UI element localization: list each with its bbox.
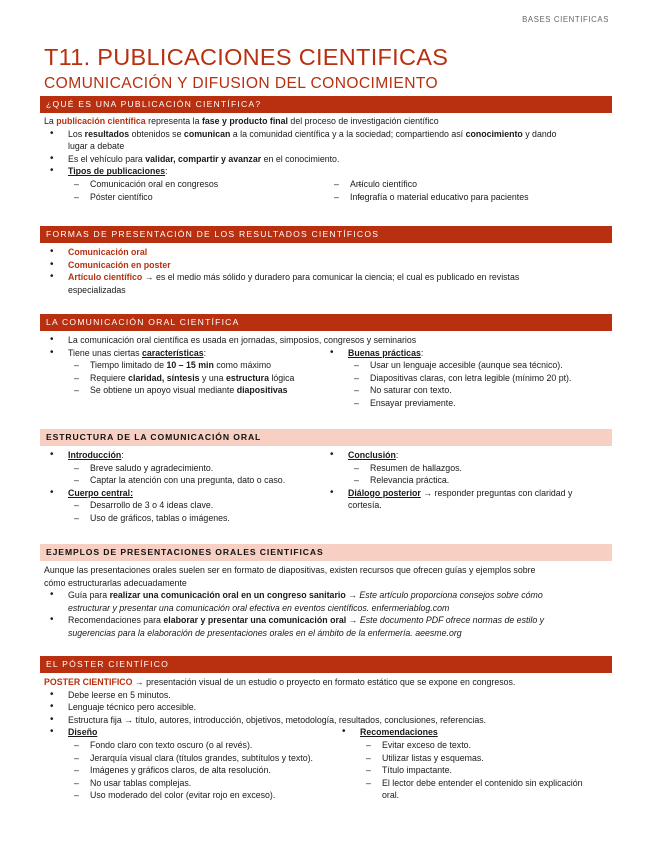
list-item: • Los resultados obtenidos se comunican a la comunidad científica y a la sociedad; compartiendo así conocimiento y dando — [44, 128, 612, 141]
sub-item: – – Artículo científico — [328, 178, 529, 191]
sub-item: – El lector debe entender el contenido sin explicación — [336, 777, 583, 790]
sub-item: – Resumen de hallazgos. — [324, 462, 572, 475]
sub-item: – Se obtiene un apoyo visual mediante diapositivas — [44, 384, 324, 397]
header-course-label: BASES CIENTIFICAS — [522, 15, 609, 24]
sub-item: – Desarrollo de 3 o 4 ideas clave. — [44, 499, 324, 512]
sub-item: – Título impactante. — [336, 764, 583, 777]
list-item: • Comunicación oral — [44, 246, 612, 259]
sub-item: – Diapositivas claras, con letra legible (mínimo 20 pt). — [324, 372, 571, 385]
sub-item: – Comunicación oral en congresos — [44, 178, 328, 191]
sub-item: – Relevancia práctica. — [324, 474, 572, 487]
list-item-continuation: sugerencias para la elaboración de presentaciones orales en el ámbito de la enfermería. aeesme.org — [68, 627, 462, 638]
list-item: • Tipos de publicaciones: — [44, 165, 612, 178]
list-item-continuation: estructurar y presentar una comunicación oral efectiva en eventos científicos. enfermeriablog.com — [68, 602, 450, 613]
sub-item: – Requiere claridad, síntesis y una estructura lógica — [44, 372, 324, 385]
list-item: • Recomendaciones para elaborar y presentar una comunicación oral → Este documento PDF ofrece normas de estilo y — [44, 614, 612, 627]
section-heading: ¿QUÉ ES UNA PUBLICACIÓN CIENTÍFICA? — [40, 96, 612, 113]
list-item: • Guía para realizar una comunicación oral en un congreso sanitario → Este artículo proporciona consejos sobre cómo — [44, 589, 612, 602]
list-item: • Artículo científico → es el medio más sólido y duradero para comunicar la ciencia; el cual es publicado en revistas — [44, 271, 612, 284]
list-item: • Debe leerse en 5 minutos. — [44, 689, 612, 702]
section-heading: EJEMPLOS DE PRESENTACIONES ORALES CIENTIFICAS — [40, 544, 612, 561]
section-heading: ESTRUCTURA DE LA COMUNICACIÓN ORAL — [40, 429, 612, 446]
sub-item: – Fondo claro con texto oscuro (o al revés). — [44, 739, 336, 752]
list-item: • Es el vehículo para validar, compartir y avanzar en el conocimiento. — [44, 153, 612, 166]
list-item: • Conclusión: — [324, 449, 572, 462]
sub-item: – Captar la atención con una pregunta, dato o caso. — [44, 474, 324, 487]
sub-item: – Utilizar listas y esquemas. — [336, 752, 583, 765]
section-oral-communication — [40, 314, 612, 410]
list-item: • La comunicación oral científica es usada en jornadas, simposios, congresos y seminarios — [44, 334, 612, 347]
sub-item: – Imágenes y gráficos claros, de alta resolución. — [44, 764, 336, 777]
list-item-continuation: cortesía. — [348, 500, 382, 511]
sub-item: – Uso moderado del color (evitar rojo en exceso). — [44, 789, 336, 802]
intro-line: La publicación científica representa la fase y producto final del proceso de investigación científico — [44, 116, 439, 126]
list-item-continuation: especializadas — [68, 284, 126, 295]
list-item: • Comunicación en poster — [44, 259, 612, 272]
sub-item: – No saturar con texto. — [324, 384, 571, 397]
list-item: • Tiene unas ciertas características: — [44, 347, 324, 360]
section-oral-structure — [40, 429, 612, 525]
definition-line: POSTER CIENTIFICO → presentación visual de un estudio o proyecto en formato estático que se expone en congresos. — [44, 677, 516, 687]
section-oral-examples — [40, 544, 612, 640]
intro-line: Aunque las presentaciones orales suelen ser en formato de diapositivas, existen recursos que ofrecen guías y ejemplos sobre — [44, 565, 536, 575]
page-title: T11. PUBLICACIONES CIENTIFICAS — [44, 44, 449, 70]
list-item: • Recomendaciones — [336, 726, 583, 739]
section-heading: LA COMUNICACIÓN ORAL CIENTÍFICA — [40, 314, 612, 331]
sub-item: – – Infografía o material educativo para pacientes — [328, 191, 529, 204]
section-heading: EL PÓSTER CIENTÍFICO — [40, 656, 612, 673]
list-item: • Lenguaje técnico pero accesible. — [44, 701, 612, 714]
sub-item: – Evitar exceso de texto. — [336, 739, 583, 752]
sub-item: – Breve saludo y agradecimiento. — [44, 462, 324, 475]
list-item-continuation: lugar a debate — [68, 141, 125, 152]
sub-item: – Jerarquía visual clara (títulos grandes, subtítulos y texto). — [44, 752, 336, 765]
page-subtitle: COMUNICACIÓN Y DIFUSION DEL CONOCIMIENTO — [44, 75, 439, 92]
intro-line: cómo estructurarlas adecuadamente — [44, 577, 187, 588]
sub-item-continuation: oral. — [382, 790, 400, 801]
list-item: • Cuerpo central: — [44, 487, 324, 500]
sub-item: – Póster científico — [44, 191, 328, 204]
sub-item: – No usar tablas complejas. — [44, 777, 336, 790]
list-item: • Buenas prácticas: — [324, 347, 571, 360]
sub-item: – Uso de gráficos, tablas o imágenes. — [44, 512, 324, 525]
section-heading: FORMAS DE PRESENTACIÓN DE LOS RESULTADOS CIENTÍFICOS — [40, 226, 612, 243]
list-item: • Diálogo posterior → responder preguntas con claridad y — [324, 487, 572, 500]
section-scientific-poster — [40, 656, 612, 802]
list-item: • Diseño — [44, 726, 336, 739]
section-presentation-forms — [40, 226, 612, 296]
section-what-is-publication — [40, 96, 612, 203]
list-item: • Estructura fija → título, autores, introducción, objetivos, metodología, resultados, conclusiones, referencias. — [44, 714, 612, 727]
list-item: • Introducción: — [44, 449, 324, 462]
sub-item: – Tiempo limitado de 10 – 15 min como máximo — [44, 359, 324, 372]
sub-item: – Ensayar previamente. — [324, 397, 571, 410]
sub-item: – Usar un lenguaje accesible (aunque sea técnico). — [324, 359, 571, 372]
